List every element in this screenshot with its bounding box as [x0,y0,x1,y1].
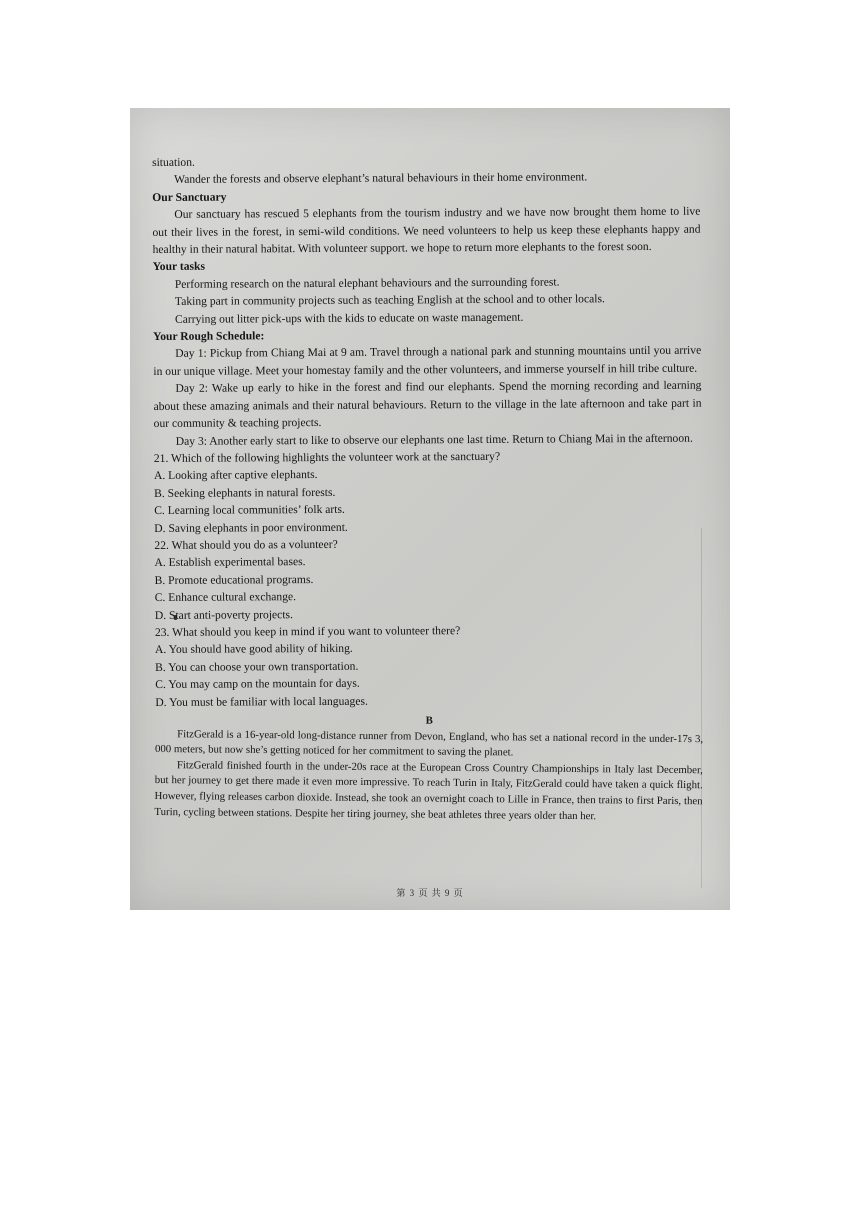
question-stem: 23. What should you keep in mind if you want to volunteer there? [154,624,461,639]
schedule-heading: Your Rough Schedule: [153,329,265,344]
question-option: D. You must be familiar with local languages. [155,694,368,709]
tasks-heading: Your tasks [152,260,206,274]
question-option: D. Saving elephants in poor environment. [154,520,348,535]
question-option: C. You may camp on the mountain for days. [155,676,360,692]
section-b-paragraph: FitzGerald is a 16-year-old long-distance runner from Devon, England, who has set a national record in the under-17s 3, 000 meters, but now she’s getting noticed for her commitment to saving the planet. [154,727,704,759]
question-option: A. You should have good ability of hiking. [154,642,353,657]
question-option: B. You can choose your own transportation. [155,659,359,674]
sanctuary-paragraph: Our sanctuary has rescued 5 elephants from the tourism industry and we have now brought them home to live out their lives in the forest, in semi-wild conditions. We need volunteers to help us keep these elephants happy and healthy in their natural habitat. With volunteer support. we hope to return more elephants to the forest soon. [152,204,701,257]
question-option: C. Enhance cultural exchange. [154,590,297,605]
task-item: Performing research on the natural elephant behaviours and the surrounding forest. [174,275,560,291]
question-stem: 21. Which of the following highlights the volunteer work at the sanctuary? [153,449,501,465]
section-b-label: B [425,714,433,727]
question-option: B. Promote educational programs. [154,572,314,587]
section-b-paragraph: FitzGerald finished fourth in the under-20s race at the European Cross Country Championships in Italy last December, but her journey to get there made it even more impressive. To reach Turin in Italy, FitzGerald could have taken a quick flight. However, flying releases carbon dioxide. Instead, she took an overnight coach to Lille in France, then trains to first Paris, then Turin, cycling between stations. Despite her tiring journey, she beat athletes three years older than her. [154,758,703,822]
scanned-page-photo [130,108,730,910]
question-option: A. Looking after captive elephants. [153,468,318,483]
continuation-line: situation. [152,155,195,169]
question-option: B. Seeking elephants in natural forests. [154,485,336,500]
schedule-day: Day 2: Wake up early to hike in the forest and find our elephants. Spend the morning recording and learning about these amazing animals and their natural behaviours. Return to the village in the late afternoon and take part in our community & teaching projects. [153,378,702,431]
page-footer: 第 3 页 共 9 页 [396,888,464,898]
question-option: D. Start anti-poverty projects. [154,607,293,622]
intro-paragraph: Wander the forests and observe elephant’s natural behaviours in their home environment. [174,170,588,187]
task-item: Taking part in community projects such as teaching English at the school and to other locals. [174,292,605,309]
sanctuary-heading: Our Sanctuary [152,190,227,204]
section-b [154,711,703,825]
page-text [152,151,704,820]
task-item: Carrying out litter pick-ups with the kids to educate on waste management. [174,310,524,326]
schedule-day: Day 1: Pickup from Chiang Mai at 9 am. Travel through a national park and stunning mountains until you arrive in our unique village. Meet your homestay family and the other volunteers, and immerse yourself in hill tribe culture. [153,344,702,378]
question-option: A. Establish experimental bases. [154,555,306,570]
question-option: C. Learning local communities’ folk arts. [154,502,345,518]
question-stem: 22. What should you do as a volunteer? [154,537,338,552]
schedule-day: Day 3: Another early start to like to observe our elephants one last time. Return to Chiang Mai in the afternoon. [175,431,693,448]
